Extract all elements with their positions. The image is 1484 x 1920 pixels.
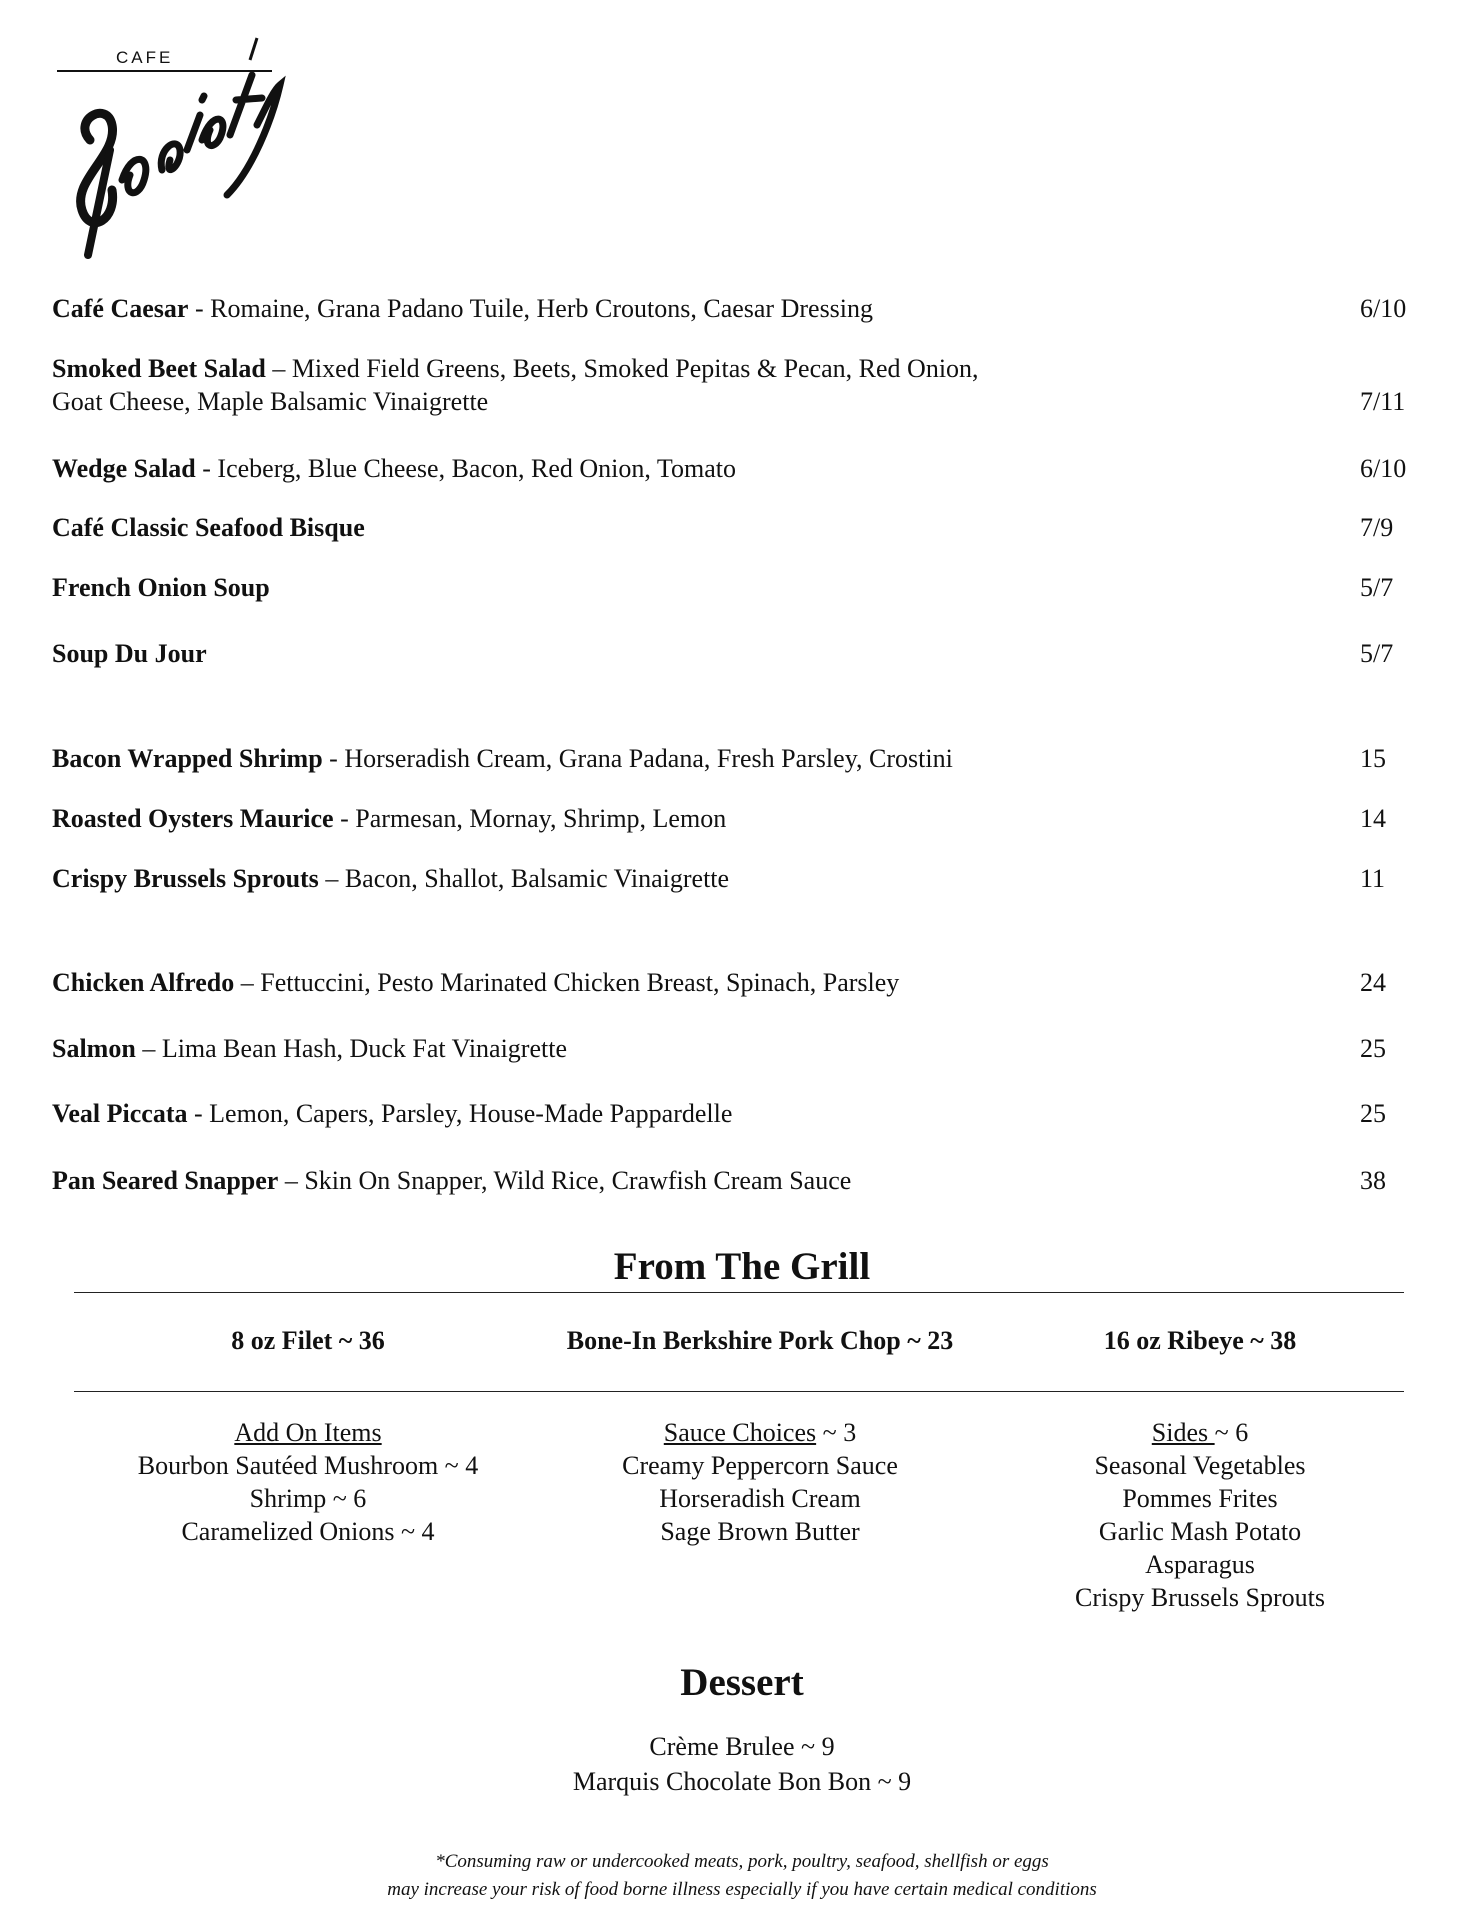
item-name: Crispy Brussels Sprouts [52, 864, 319, 893]
item-description: Skin On Snapper, Wild Rice, Crawfish Cream Sauce [304, 1166, 852, 1195]
menu-item [52, 571, 1102, 604]
sauce-heading: Sauce Choices [663, 1418, 817, 1447]
item-name: Café Classic Seafood Bisque [52, 513, 365, 542]
item-price: 15 [1360, 744, 1386, 773]
list-item: Horseradish Cream [659, 1484, 861, 1513]
item-description: Romaine, Grana Padano Tuile, Herb Croutons, Caesar Dressing [210, 294, 874, 323]
sides-heading: Sides [1151, 1418, 1215, 1447]
item-price: 25 [1360, 1034, 1386, 1063]
item-price: 38 [1360, 1166, 1386, 1195]
list-item: Creamy Peppercorn Sauce [622, 1451, 898, 1480]
item-price: 7/9 [1360, 513, 1394, 542]
list-item: Shrimp ~ 6 [249, 1484, 367, 1513]
add-on-heading: Add On Items [234, 1418, 382, 1447]
item-description: Parmesan, Mornay, Shrimp, Lemon [355, 804, 727, 833]
item-name: Wedge Salad [52, 454, 196, 483]
item-price: 11 [1360, 864, 1386, 893]
divider [74, 1391, 1404, 1392]
item-name: French Onion Soup [52, 573, 270, 602]
item-description: Iceberg, Blue Cheese, Bacon, Red Onion, Tomato [217, 454, 736, 483]
item-price: 5/7 [1360, 639, 1394, 668]
item-name: Veal Piccata [52, 1099, 188, 1128]
item-description: Bacon, Shallot, Balsamic Vinaigrette [344, 864, 730, 893]
item-description-cont: Goat Cheese, Maple Balsamic Vinaigrette [52, 387, 489, 416]
item-price: 6/10 [1360, 294, 1407, 323]
grill-item: 8 oz Filet ~ 36 [231, 1326, 385, 1355]
sauce-price: ~ 3 [816, 1418, 857, 1447]
item-name: Bacon Wrapped Shrimp [52, 744, 323, 773]
item-price: 7/11 [1360, 387, 1406, 416]
item-price: 25 [1360, 1099, 1386, 1128]
menu-item: Bacon Wrapped Shrimp - Horseradish Cream, Grana Padana, Fresh Parsley, Crostini [52, 744, 953, 773]
item-name: Roasted Oysters Maurice [52, 804, 334, 833]
sides-price: ~ 6 [1214, 1418, 1249, 1447]
grill-item: Bone-In Berkshire Pork Chop ~ 23 [566, 1326, 954, 1355]
menu-item: Veal Piccata - Lemon, Capers, Parsley, House-Made Pappardelle [52, 1099, 733, 1128]
item-name: Smoked Beet Salad [52, 354, 266, 383]
item-price: 5/7 [1360, 573, 1394, 602]
list-item: Garlic Mash Potato [1098, 1517, 1302, 1546]
item-description: Lima Bean Hash, Duck Fat Vinaigrette [161, 1034, 567, 1063]
sides-column [980, 1416, 1420, 1614]
list-item: Bourbon Sautéed Mushroom ~ 4 [137, 1451, 479, 1480]
footnote-line-2: may increase your risk of food borne illness especially if you have certain medical conditions [387, 1879, 1097, 1900]
item-description: Mixed Field Greens, Beets, Smoked Pepitas & Pecan, Red Onion, [291, 354, 979, 383]
divider [74, 1292, 1404, 1293]
menu-item: Café Caesar - Romaine, Grana Padano Tuile, Herb Croutons, Caesar Dressing [52, 294, 874, 323]
menu-item [52, 637, 1102, 670]
item-price: 6/10 [1360, 454, 1407, 483]
dessert-item: Crème Brulee ~ 9 [649, 1732, 835, 1761]
item-description: Fettuccini, Pesto Marinated Chicken Breast, Spinach, Parsley [260, 968, 900, 997]
item-name: Soup Du Jour [52, 639, 207, 668]
cafe-society-logo [52, 30, 292, 270]
menu-item [52, 511, 1102, 544]
grill-item: 16 oz Ribeye ~ 38 [1103, 1326, 1297, 1355]
item-price: 14 [1360, 804, 1386, 833]
sauce-column [540, 1416, 980, 1548]
menu-item: Crispy Brussels Sprouts – Bacon, Shallot, Balsamic Vinaigrette [52, 864, 730, 893]
add-on-column [88, 1416, 528, 1548]
item-name: Café Caesar [52, 294, 189, 323]
item-name: Pan Seared Snapper [52, 1166, 279, 1195]
list-item: Seasonal Vegetables [1094, 1451, 1306, 1480]
item-description: Lemon, Capers, Parsley, House-Made Pappardelle [209, 1099, 733, 1128]
item-name: Salmon [52, 1034, 136, 1063]
dessert-section-title: Dessert [680, 1661, 804, 1704]
item-price: 24 [1360, 968, 1386, 997]
list-item: Caramelized Onions ~ 4 [181, 1517, 435, 1546]
list-item: Pommes Frites [1122, 1484, 1278, 1513]
menu-item: Roasted Oysters Maurice - Parmesan, Mornay, Shrimp, Lemon [52, 804, 727, 833]
grill-section-title: From The Grill [613, 1245, 871, 1288]
list-item: Crispy Brussels Sprouts [1075, 1583, 1325, 1612]
item-description: Horseradish Cream, Grana Padana, Fresh Parsley, Crostini [344, 744, 953, 773]
menu-item: Wedge Salad - Iceberg, Blue Cheese, Bacon, Red Onion, Tomato [52, 454, 736, 483]
menu-item: Smoked Beet Salad – Mixed Field Greens, Beets, Smoked Pepitas & Pecan, Red Onion, Goat Cheese, Maple Balsamic Vinaigrette [52, 354, 979, 416]
list-item: Asparagus [1145, 1550, 1255, 1579]
menu-item: Chicken Alfredo – Fettuccini, Pesto Marinated Chicken Breast, Spinach, Parsley [52, 968, 900, 997]
menu-item: Salmon – Lima Bean Hash, Duck Fat Vinaigrette [52, 1034, 567, 1063]
menu-item: Pan Seared Snapper – Skin On Snapper, Wild Rice, Crawfish Cream Sauce [52, 1166, 852, 1195]
list-item: Sage Brown Butter [660, 1517, 860, 1546]
footnote-line-1: *Consuming raw or undercooked meats, pork, poultry, seafood, shellfish or eggs [435, 1851, 1049, 1872]
dessert-item: Marquis Chocolate Bon Bon ~ 9 [572, 1767, 912, 1796]
logo-cafe-text: CAFE [116, 48, 174, 67]
item-name: Chicken Alfredo [52, 968, 235, 997]
